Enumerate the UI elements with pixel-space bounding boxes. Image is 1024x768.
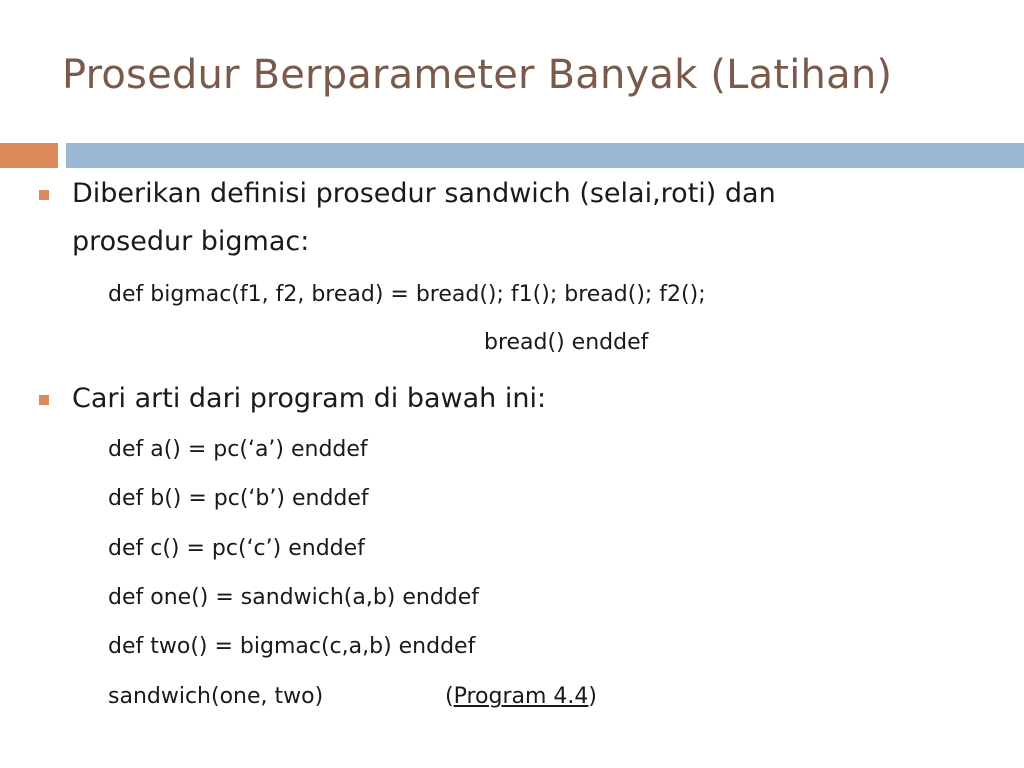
code-line: def one() = sandwich(a,b) enddef [108, 585, 480, 610]
program-link[interactable]: Program 4.4 [453, 684, 589, 709]
bullet-square-icon [39, 395, 49, 405]
code-line: def b() = pc(‘b’) enddef [108, 486, 369, 511]
code-line: def two() = bigmac(c,a,b) enddef [108, 634, 476, 659]
accent-bar-blue [66, 143, 1024, 168]
slide-title: Prosedur Berparameter Banyak (Latihan) [62, 52, 893, 98]
code-line: def c() = pc(‘c’) enddef [108, 536, 365, 561]
code-line: sandwich(one, two) [108, 684, 324, 709]
close-paren: ) [588, 684, 597, 709]
bullet-text-line: Cari arti dari program di bawah ini: [72, 383, 547, 414]
program-reference [445, 684, 597, 709]
code-line: bread() enddef [484, 330, 649, 355]
accent-bar-orange [0, 143, 58, 168]
bullet-square-icon [39, 190, 49, 200]
code-line: def bigmac(f1, f2, bread) = bread(); f1(); bread(); f2(); [108, 282, 706, 307]
open-paren: ( [445, 684, 454, 709]
code-line: def a() = pc(‘a’) enddef [108, 437, 368, 462]
bullet-text-line: prosedur bigmac: [72, 226, 310, 257]
bullet-text-line: Diberikan definisi prosedur sandwich (selai,roti) dan [72, 178, 776, 209]
